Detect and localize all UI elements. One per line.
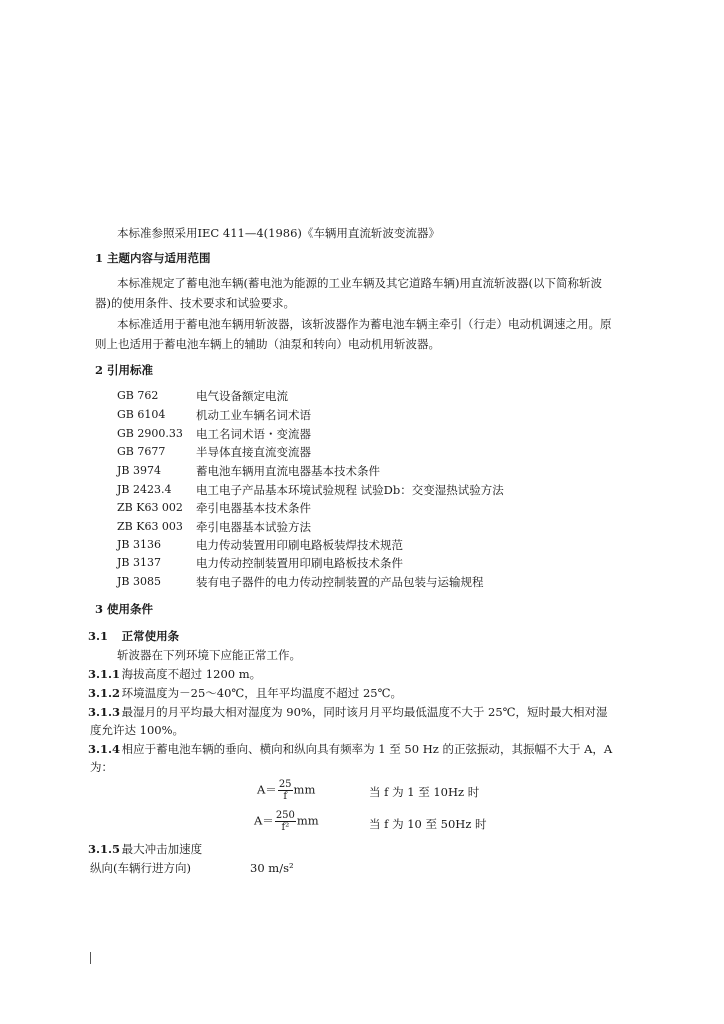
- clause-number: 3.1.3: [88, 705, 121, 719]
- standard-name: 牵引电器基本试验方法: [196, 520, 311, 534]
- formula-fraction: [278, 779, 293, 802]
- standard-code: GB 7677: [117, 445, 166, 458]
- standard-name: 机动工业车辆名词术语: [196, 408, 311, 422]
- clause-number: 3.1.5: [88, 842, 121, 856]
- section-1-para2-line1: 本标准适用于蓄电池车辆用斩波器，该斩波器作为蓄电池车辆主牵引（行走）电动机调速之用。原: [117, 317, 612, 331]
- section-1-para1-line2: 器)的使用条件、技术要求和试验要求。: [95, 296, 295, 310]
- formula-denominator: f: [283, 791, 288, 802]
- formula-unit: mm: [296, 813, 319, 828]
- clause-number: 3.1.1: [88, 667, 121, 681]
- standard-name: 装有电子器件的电力传动控制装置的产品包装与运输规程: [196, 575, 484, 589]
- formula-numerator: 250: [275, 810, 295, 821]
- standard-name: 电工电子产品基本环境试验规程 试验Db：交变湿热试验方法: [196, 483, 504, 497]
- clause-3-1-1: [88, 667, 261, 681]
- clause-3-1-4: [88, 742, 612, 756]
- clause-3-1-5: [88, 842, 202, 856]
- clause-3-1-3: [88, 705, 608, 719]
- standard-name: 电力传动控制装置用印刷电路板技术条件: [196, 556, 403, 570]
- clause-3-1-2: [88, 686, 402, 700]
- clause-text: 环境温度为－25～40℃，且年平均温度不超过 25℃。: [121, 686, 402, 700]
- formula-condition-high: 当 f 为 10 至 50Hz 时: [369, 817, 487, 831]
- formula-numerator: 25: [278, 779, 292, 790]
- standard-code: GB 2900.33: [117, 427, 183, 440]
- section-1-para2-line2: 则上也适用于蓄电池车辆上的辅助（油泵和转向）电动机用斩波器。: [95, 337, 440, 351]
- standard-name: 电力传动装置用印刷电路板装焊技术规范: [196, 538, 403, 552]
- section-2-heading: 2 引用标准: [95, 363, 154, 377]
- standard-code: JB 3136: [117, 538, 161, 551]
- clause-number: 3.1: [88, 629, 109, 643]
- standard-name: 牵引电器基本技术条件: [196, 501, 311, 515]
- clause-number: 3.1.2: [88, 686, 121, 700]
- clause-text-line1: 最湿月的月平均最大相对湿度为 90%，同时该月月平均最低温度不大于 25℃，短时最大相对湿: [121, 705, 608, 719]
- formula-condition-low: 当 f 为 1 至 10Hz 时: [369, 785, 480, 799]
- formula-denominator: f²: [281, 822, 290, 833]
- intro-reference: 本标准参照采用IEC 411—4(1986)《车辆用直流斩波变流器》: [117, 226, 440, 240]
- standard-name: 半导体直接直流变流器: [196, 445, 311, 459]
- standard-name: 电工名词术语・变流器: [196, 427, 311, 441]
- clause-3-1-3-line2: 度允许达 100%。: [90, 723, 185, 737]
- formula-unit: mm: [293, 782, 316, 797]
- standard-name: 电气设备额定电流: [196, 389, 288, 403]
- formula-fraction: [275, 810, 296, 833]
- section-3-heading: 3 使用条件: [95, 602, 154, 616]
- standard-code: GB 6104: [117, 408, 166, 421]
- clause-3-1-5-value: 30 m/s²: [250, 861, 294, 875]
- formula-lhs: A＝: [254, 813, 274, 828]
- clause-3-1-5-label: 纵向(车辆行进方向): [90, 861, 191, 875]
- clause-title: 正常使用条: [121, 629, 180, 643]
- clause-title: 最大冲击加速度: [121, 842, 203, 856]
- formula-amplitude-low: [257, 779, 315, 802]
- section-1-para1-line1: 本标准规定了蓄电池车辆(蓄电池为能源的工业车辆及其它道路车辆)用直流斩波器(以下简称斩波: [117, 276, 602, 290]
- standard-code: JB 3974: [117, 464, 161, 477]
- standard-code: JB 3137: [117, 556, 161, 569]
- clause-number: 3.1.4: [88, 742, 121, 756]
- standard-code: JB 2423.4: [117, 483, 172, 496]
- clause-3-1-text: 斩波器在下列环境下应能正常工作。: [117, 648, 301, 662]
- clause-text-line1: 相应于蓄电池车辆的垂向、横向和纵向具有频率为 1 至 50 Hz 的正弦振动，其振幅不大于 A，A: [121, 742, 613, 756]
- margin-mark: [90, 952, 91, 964]
- standard-code: JB 3085: [117, 575, 161, 588]
- clause-text: 海拔高度不超过 1200 m。: [121, 667, 262, 681]
- clause-3-1: [88, 629, 179, 643]
- section-1-heading: 1 主题内容与适用范围: [95, 251, 211, 265]
- standard-code: ZB K63 002: [117, 501, 183, 514]
- formula-amplitude-high: [254, 810, 319, 833]
- clause-3-1-4-line2: 为：: [90, 760, 113, 774]
- formula-lhs: A＝: [257, 782, 277, 797]
- standard-code: ZB K63 003: [117, 520, 183, 533]
- standard-code: GB 762: [117, 389, 159, 402]
- standard-name: 蓄电池车辆用直流电器基本技术条件: [196, 464, 380, 478]
